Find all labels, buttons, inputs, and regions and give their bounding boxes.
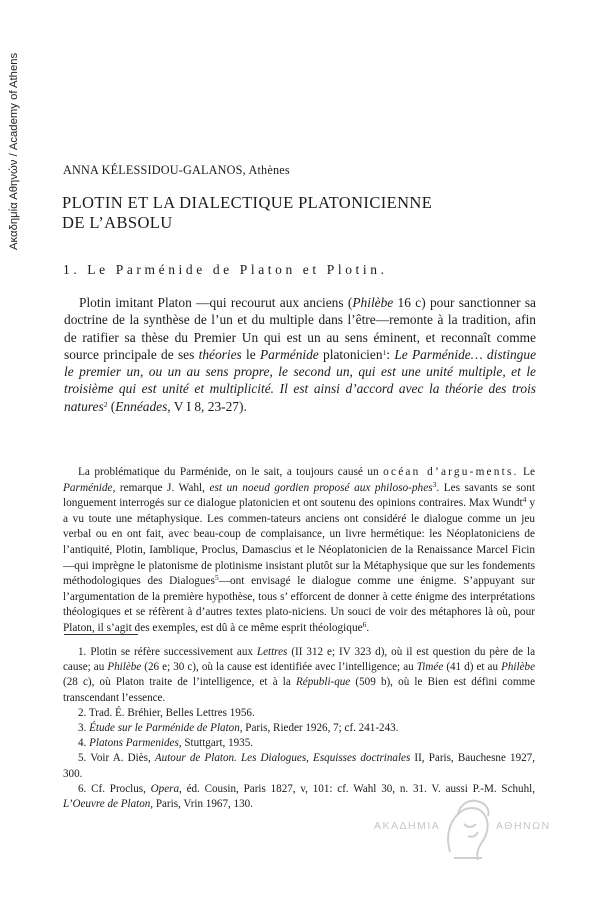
footnote-ref-5: 5 — [214, 573, 219, 583]
intro-text-7: V I 8, 23-27). — [170, 398, 247, 414]
footnote-5-text-a: 5. Voir A. Diès, — [78, 752, 155, 765]
body-text-4: . Les savants se sont longuement interrogés sur ce dialogue platonicien et ont soutenu des opinions contraires. Max Wundt — [63, 481, 535, 510]
intro-text-1: Plotin imitant Platon —qui recourut aux anciens ( — [79, 295, 353, 310]
footnote-2: 2. Trad. É. Bréhier, Belles Lettres 1956. — [78, 706, 255, 719]
article-title-line-2: DE L’ABSOLU — [62, 213, 173, 232]
intro-text-5: : — [386, 346, 395, 362]
intro-text-3: le — [241, 346, 260, 362]
body-text-5: y a vu toute une métaphysique. Les commen-tateurs anciens ont considéré le dialogue comme un jeu verbal ou en ont fait, avec beau-coup de complaisance, un livre hermétique: les Néoplatoniciens de l’antiquité, Plotin, Iamblique, Proclus, Damascius et le Néoplatonicien de la Renaissance Marcel Ficin—qui imprègne le platonisme de plotinisme insistant plutôt sur la Métaphysique que sur les fondements méthodologiques des Dialogues — [63, 497, 535, 588]
body-italic-parmenide: Parménide, — [63, 481, 116, 494]
footnote-4-text-a: 4. — [78, 737, 90, 750]
footnote-6-text-e: Paris, Vrin 1967, 130. — [153, 798, 253, 811]
footnote-ref-6: 6 — [362, 619, 367, 629]
footnote-4-text-c: Stuttgart, 1935. — [181, 737, 254, 750]
intro-text-6: ( — [107, 398, 116, 414]
footnote-1-italic-philebe-2: Philèbe — [501, 661, 535, 674]
footnote-6-italic-oeuvre: L’Oeuvre de Platon, — [63, 798, 154, 811]
body-text-1: La problématique du Parménide, on le sait, a toujours causé un — [78, 466, 384, 478]
footnote-1-italic-timee: Timée — [416, 661, 444, 674]
footnote-3 — [63, 721, 535, 736]
footnote-4-italic-title: Platons Parmenides, — [89, 737, 182, 750]
footnote-1-text-i: (28 c), où Platon traite de l’intelligence, et à la — [63, 676, 297, 689]
footnote-ref-1: 1 — [382, 347, 387, 357]
intro-text-4: platonicien — [318, 346, 383, 362]
footnote-1 — [63, 645, 535, 706]
archive-side-label — [2, 35, 24, 250]
body-text-6: —ont envisagé le dialogue comme une énigme. S’appuyant sur l’argumentation de la première hypothèse, tous s’ efforcent de donner à cette énigme des interprétations théologiques et se réfèrent à d’autres textes plato-niciens. Un souci de voir des métaphores là où, pour Platon, il s’agit des exemples, est dû à ce même esprit théologique — [63, 575, 535, 634]
intro-italic-parmenide: Parménide — [260, 346, 319, 362]
athena-head-icon — [448, 801, 488, 860]
footnote-ref-3: 3 — [432, 479, 437, 489]
author-line — [63, 163, 290, 178]
footnote-1-text-c: (II 312 e; IV 323 d), où il est question du père de la cause; au — [63, 646, 535, 674]
footnote-4 — [63, 736, 535, 751]
intro-italic-philebe: Philèbe — [352, 295, 394, 310]
footnote-1-italic-lettres: Lettres — [256, 646, 288, 658]
footnote-3-italic-title: Étude sur le Parménide de Platon, — [89, 722, 243, 735]
body-text-2: Le — [518, 466, 535, 478]
watermark-text-right: ΑΘΗΝΩΝ — [496, 820, 551, 832]
footnote-3-text-c: Paris, Rieder 1926, 7; cf. 241-243. — [242, 722, 399, 735]
body-paragraph — [63, 465, 535, 637]
watermark-text-left: ΑΚΑΔΗΜΙΑ — [374, 820, 441, 832]
footnote-1-italic-republique: Républi-que — [296, 676, 351, 689]
intro-paragraph — [64, 294, 536, 415]
footnote-1-text-k: (509 b), où le Bien est défini comme transcendant l’essence. — [63, 676, 535, 704]
intro-text-2: 16 c) pour sanctionner sa doctrine de la synthèse de l’un et du multiple dans l’être—remonte à la tradition, afin de ratifier sa thèse du Premier Un qui est un au sens éminent, et reconnaît comme source principale de ses — [64, 295, 536, 362]
footnote-1-text-e: (26 e; 30 c), où la cause est identifiée avec l’intelligence; au — [141, 661, 417, 674]
footnote-ref-2: 2 — [103, 399, 108, 409]
footnote-5-italic-title: Autour de Platon. Les Dialogues, Esquisses doctrinales — [154, 752, 411, 765]
intro-italic-enneades: Ennéades, — [115, 398, 171, 414]
article-title-line-1: PLOTIN ET LA DIALECTIQUE PLATONICIENNE — [62, 193, 433, 212]
author-place: Athènes — [248, 163, 290, 177]
body-italic-quote: est un noeud gordien proposé aux philoso-phes — [209, 481, 433, 494]
footnote-separator — [64, 634, 138, 635]
section-heading: 1. Le Parménide de Platon et Plotin. — [63, 262, 388, 277]
footnote-1-text-a: 1. Plotin se réfère successivement aux — [78, 646, 257, 658]
footnote-1-text-g: (41 d) et au — [443, 661, 502, 674]
archive-side-label-text: Ακαδημία Αθηνών / Academy of Athens — [8, 52, 20, 250]
intro-italic-theories: théories — [198, 346, 242, 362]
footnote-6-italic-opera: Opera, — [150, 782, 182, 795]
footnote-5-text-c: II, Paris, Bauchesne 1927, 300. — [63, 752, 535, 780]
body-text-3: remarque J. Wahl, — [115, 481, 210, 494]
footnote-1-italic-philebe: Philèbe — [107, 661, 142, 674]
footnotes — [63, 645, 535, 812]
footnote-ref-4: 4 — [522, 495, 527, 505]
body-spaced-phrase: océan d’argu-ments. — [383, 466, 519, 478]
footnote-5 — [63, 751, 535, 781]
footnote-6-text-c: éd. Cousin, Paris 1827, v, 101: cf. Wahl 30, n. 31. V. aussi P.-M. Schuhl, — [181, 782, 536, 795]
footnote-3-text-a: 3. — [78, 722, 90, 735]
body-text-7: . — [366, 621, 370, 634]
intro-quotation: Le Parménide… distingue le premier un, ou un au sens propre, le second un, qui est une unité multiple, et le troisième qui est unité et multiplicité. Il est ainsi d’accord avec la théorie des trois natures — [64, 346, 537, 414]
article-title — [62, 193, 532, 233]
academy-watermark — [364, 794, 564, 864]
footnote-6-text-a: 6. Cf. Proclus, — [78, 782, 151, 795]
author-name: ANNA KÉLESSIDOU-GALANOS, — [63, 163, 246, 177]
